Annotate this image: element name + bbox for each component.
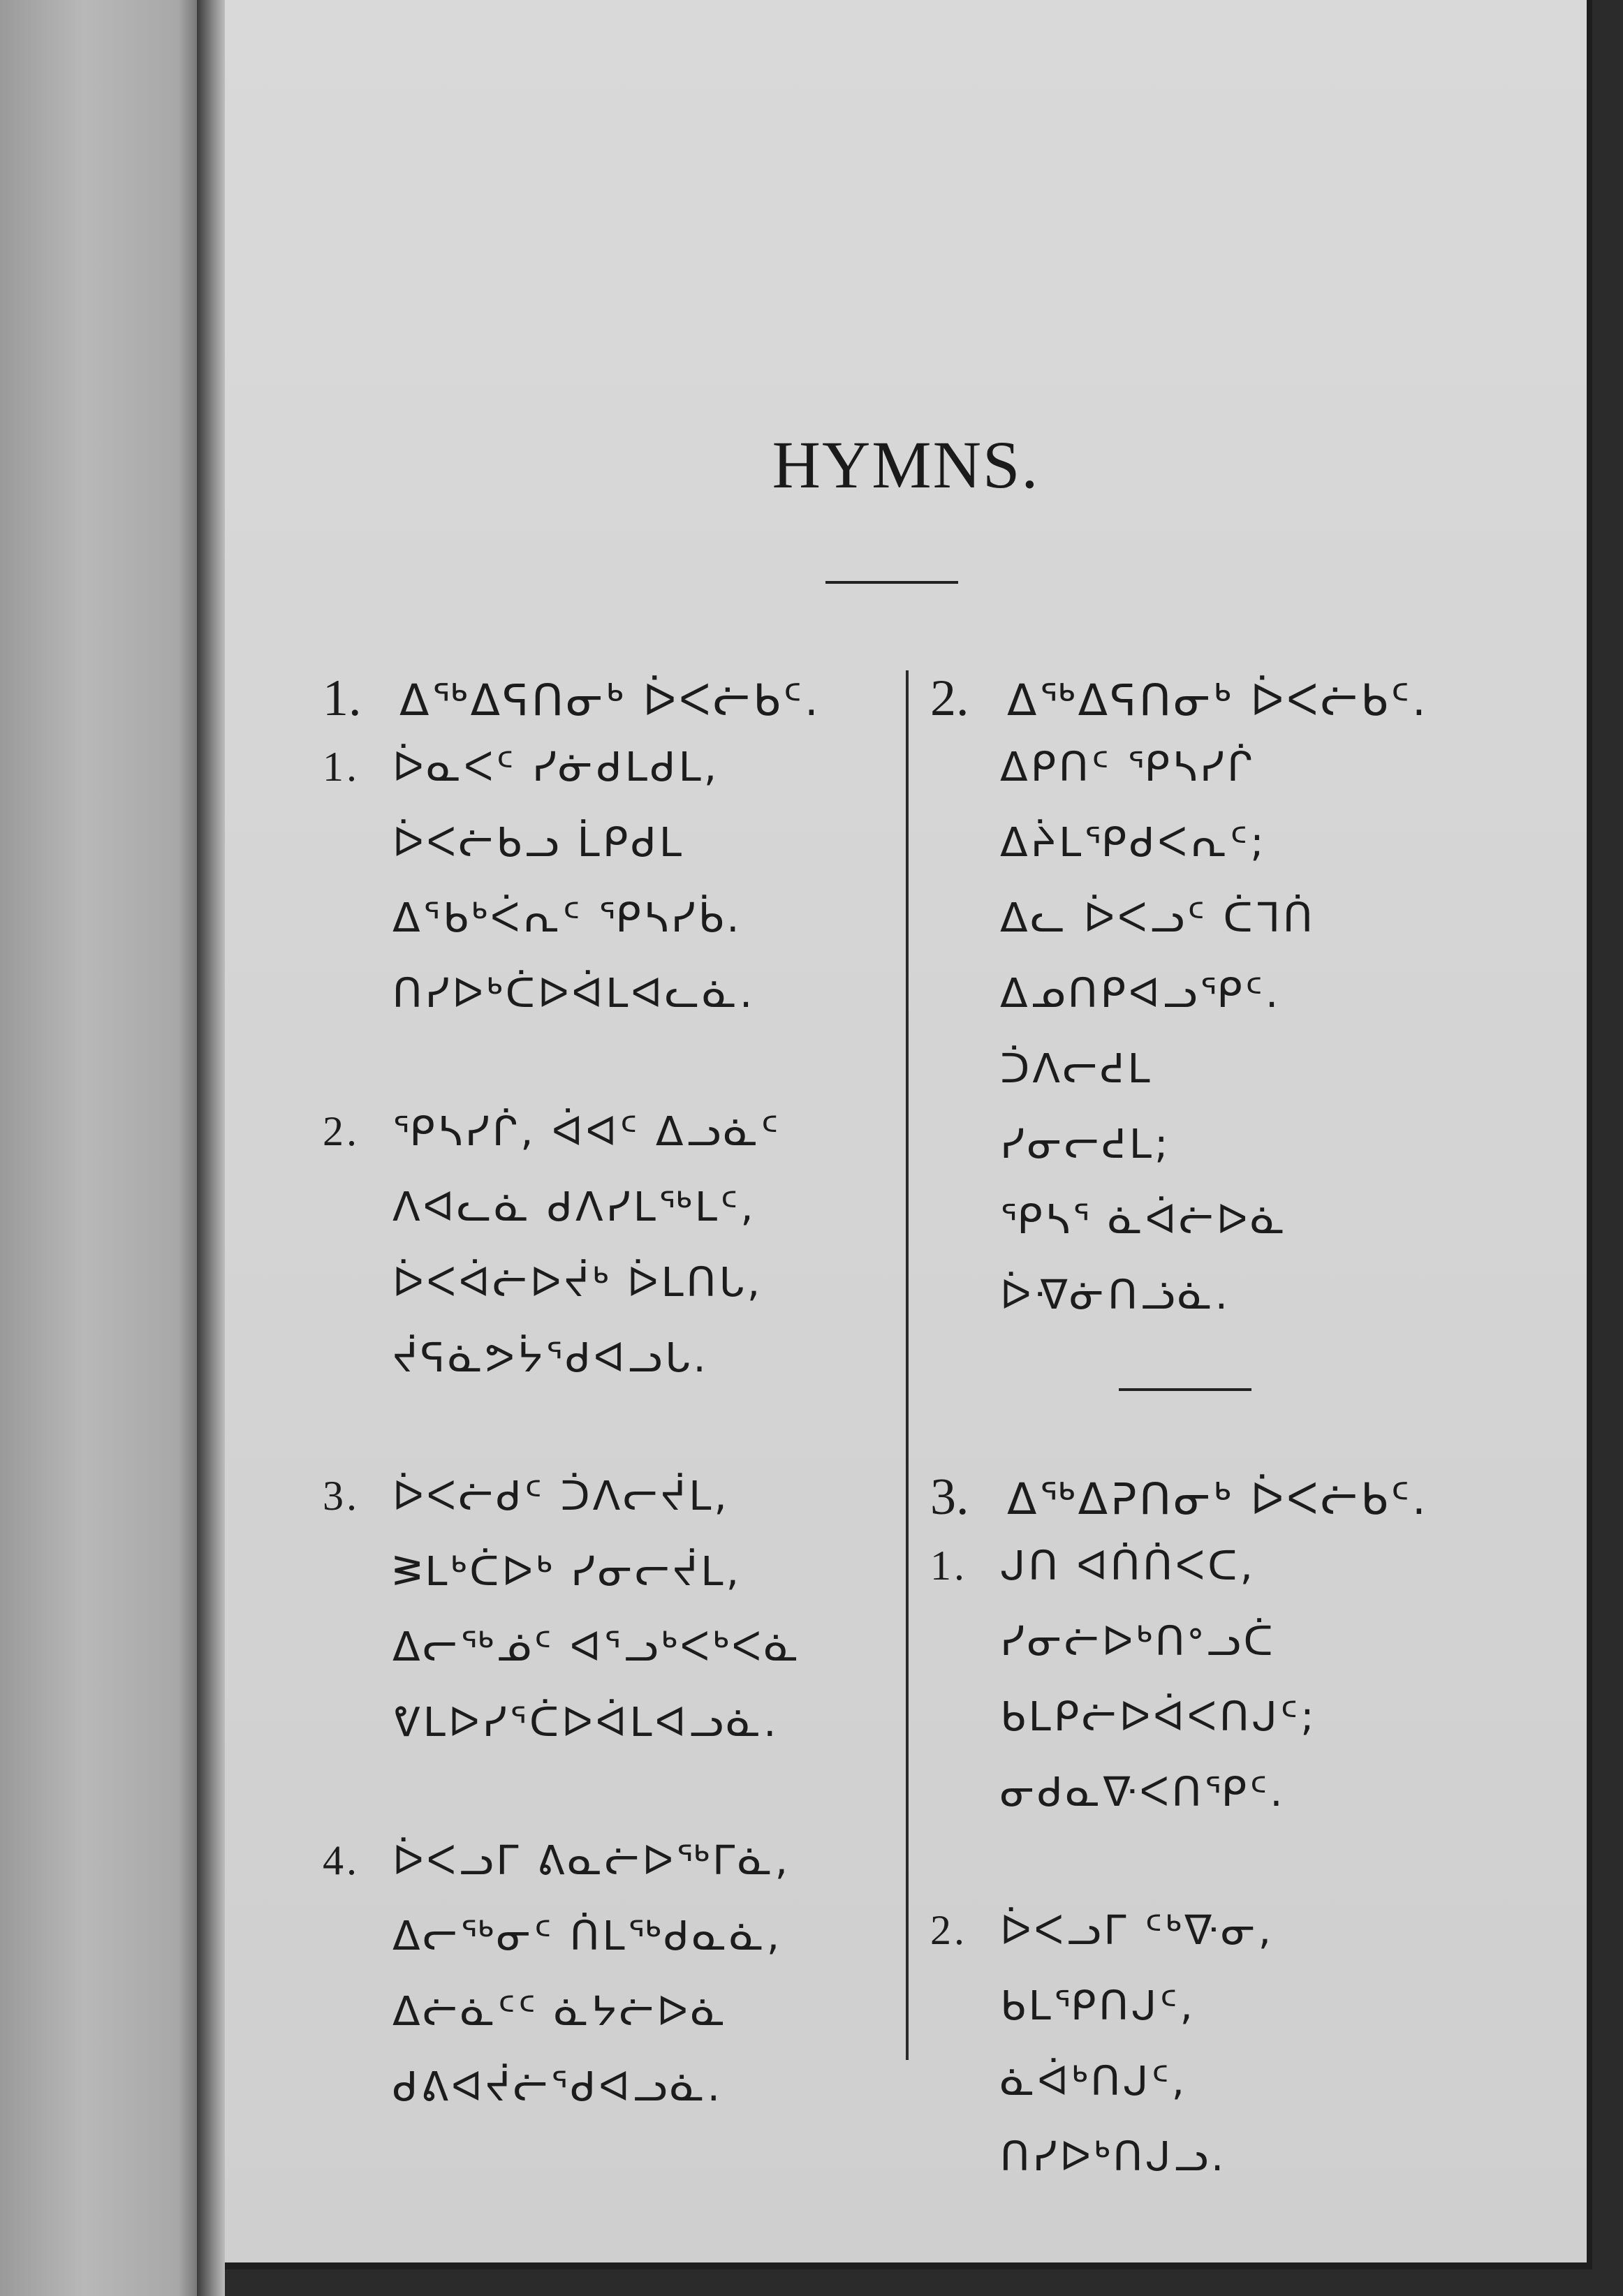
hymn-separator-rule [1119, 1388, 1251, 1391]
stanza [323, 1472, 895, 1774]
left-column [323, 669, 895, 2138]
column-divider [906, 670, 909, 2060]
verse-line [930, 1195, 1559, 1271]
verse-line [930, 2057, 1559, 2133]
stanza [323, 1107, 895, 1409]
verse-line [323, 969, 895, 1045]
hymn-heading [930, 1468, 1559, 1538]
hymn-page [225, 0, 1592, 2269]
verse-line [930, 969, 1559, 1045]
verse-text: ᐃᔩᒪᕿᑯᐸᕆᑦ; [1000, 818, 1267, 866]
verse-line [930, 818, 1559, 894]
stanza-number: 2. [930, 1907, 967, 1953]
verse-text: ᐆᐸᓖᑲᓗ ᒫᑭᑯᒪ [392, 818, 685, 866]
title-rule [825, 581, 958, 584]
verse-line [323, 1698, 895, 1774]
verse-text: ᐃᓄᑎᑭᐊᓗᕿᑦ. [1000, 969, 1281, 1017]
verse-text: ᐆᐌᓃᑎᓘᓈ. [1000, 1271, 1231, 1318]
verse-text: ᐆᐸᓗᒥ ᑦᒃᐍᓂ, [1000, 1906, 1275, 1954]
stanza [323, 1837, 895, 2138]
verse-line [323, 1258, 895, 1334]
verse-text: ᐃᓖᓈᑦᑦ ᓈᔭᓖᐅᓈ [392, 1987, 728, 2035]
hymn-number: 2. [930, 670, 969, 727]
stanza-number: 1. [323, 744, 360, 790]
verse-line [930, 1542, 1559, 1617]
verse-line [930, 1693, 1559, 1768]
verse-line [323, 1107, 895, 1183]
verse-text: ᐃᓕᖅᓂᑦ ᑏᒪᖅᑯᓇᓈ, [392, 1912, 783, 1959]
hymn-title: ᐃᖅᐃᕋᑎᓂᒃ ᐆᐸᓖᑲᑦ. [1007, 675, 1429, 726]
verse-line [323, 1987, 895, 2063]
verse-text: ᓯᓂᓕᕍᒪ; [1000, 1120, 1171, 1168]
stanza-number: 2. [323, 1108, 360, 1154]
verse-text: ᐱᐊᓚᓈ ᑯᐱᓯᒪᖅᒪᑦ, [392, 1183, 756, 1230]
verse-line [930, 1906, 1559, 1982]
hymn-number: 1. [323, 670, 362, 727]
verse-text: ᓈᐋᒃᑎᒍᑦ, [1000, 2057, 1188, 2105]
verse-text: ᕓᒪᐅᓯᕐᑖᐅᐋᒪᐊᓗᓈ. [392, 1698, 779, 1746]
verse-text: ᐆᓇᐸᑦ ᓯᓃᑯᒪᑯᒪ, [392, 743, 720, 790]
verse-line [323, 818, 895, 894]
verse-line [930, 1120, 1559, 1195]
verse-text: ᓯᓂᓖᐅᒃᑎᐤᓗᑖ [1000, 1617, 1276, 1665]
verse-line [323, 1912, 895, 1987]
verse-text: ᐆᐸᓗᒥ ᕕᓇᓖᐅᖅᒥᓈ, [392, 1837, 791, 1884]
verse-text: ᑲᒪᑭᓖᐅᐋᐸᑎᒍᑦ; [1000, 1693, 1317, 1740]
hymn-title: ᐃᖅᐃᕈᑎᓂᒃ ᐆᐸᓖᑲᑦ. [1007, 1473, 1429, 1524]
stanza-number: 1. [930, 1543, 967, 1589]
verse-text: ᑯᕕᐊᔫᓖᕐᑯᐊᓗᓈ. [392, 2063, 724, 2110]
verse-line [323, 1837, 895, 1912]
verse-text: ᑲᒪᕿᑎᒍᑦ, [1000, 1982, 1196, 2029]
verse-line [930, 894, 1559, 969]
verse-line [930, 1768, 1559, 1844]
verse-line [323, 1547, 895, 1623]
verse-text: ᕿᓴᕐ ᓈᐋᓖᐅᓈ [1000, 1195, 1288, 1243]
verse-line [323, 743, 895, 818]
verse-text: ᕿᓴᓯᒌ, ᐋᐊᑦ ᐃᓗᓈᑦ [392, 1107, 781, 1155]
stanza-number: 3. [323, 1473, 360, 1519]
verse-line [930, 1617, 1559, 1693]
verse-text: ᐃᓚ ᐆᐸᓗᑦ ᑖᒣᑏ [1000, 894, 1316, 941]
page-title: HYMNS. [772, 427, 1040, 502]
verse-line [323, 1334, 895, 1409]
previous-page-edge [0, 0, 210, 2296]
stanza [930, 1542, 1559, 1844]
stanza [930, 743, 1559, 1346]
verse-line [323, 2063, 895, 2138]
verse-line [930, 743, 1559, 818]
verse-text: ᒍᑎ ᐊᑏᑏᐸᑕ, [1000, 1542, 1256, 1589]
verse-line [930, 1045, 1559, 1120]
verse-text: ᐃᕐᑲᒃᐹᕆᑦ ᕿᓴᓯᑳ. [392, 894, 742, 941]
hymn-number: 3. [930, 1469, 969, 1526]
verse-text: ᐆᐸᐋᓖᐅᔫᒃ ᐆᒪᑎᒐ, [392, 1258, 763, 1306]
verse-line [323, 1472, 895, 1547]
right-column [930, 669, 1559, 2208]
verse-text: ᐃᓕᖅᓅᑦ ᐊᕐᓗᒃᐸᒃᐸᓈ [392, 1623, 802, 1670]
hymn-heading [323, 669, 895, 739]
verse-line [323, 1183, 895, 1258]
stanza [323, 743, 895, 1045]
verse-line [930, 2133, 1559, 2208]
hymn-title: ᐃᖅᐃᕋᑎᓂᒃ ᐆᐸᓖᑲᑦ. [399, 675, 821, 726]
verse-text: ᑎᓯᐅᒃᑎᒍᓗ. [1000, 2133, 1227, 2180]
verse-text: ᐆᐸᓖᑯᑦ ᑑᐱᓕᔫᒪ, [392, 1472, 730, 1519]
verse-line [323, 1623, 895, 1698]
verse-text: ᔫᕋᓈᕗᔮᕐᑯᐊᓗᒐ. [392, 1334, 709, 1381]
hymn-heading [930, 669, 1559, 739]
book-gutter [197, 0, 225, 2296]
verse-line [930, 1271, 1559, 1346]
verse-line [323, 894, 895, 969]
verse-text: ᕒᒪᒃᑖᐅᒃ ᓯᓂᓕᔫᒪ, [392, 1547, 742, 1595]
stanza-number: 4. [323, 1837, 360, 1883]
verse-text: ᑎᓯᐅᒃᑖᐅᐋᒪᐊᓚᓈ. [392, 969, 756, 1017]
verse-text: ᓂᑯᓇᐍᐸᑎᕿᑦ. [1000, 1768, 1286, 1816]
verse-text: ᐃᑭᑎᑦ ᕿᓴᓯᒌ [1000, 743, 1256, 790]
verse-text: ᑑᐱᓕᕍᒪ [1000, 1045, 1153, 1092]
stanza [930, 1906, 1559, 2208]
verse-line [930, 1982, 1559, 2057]
